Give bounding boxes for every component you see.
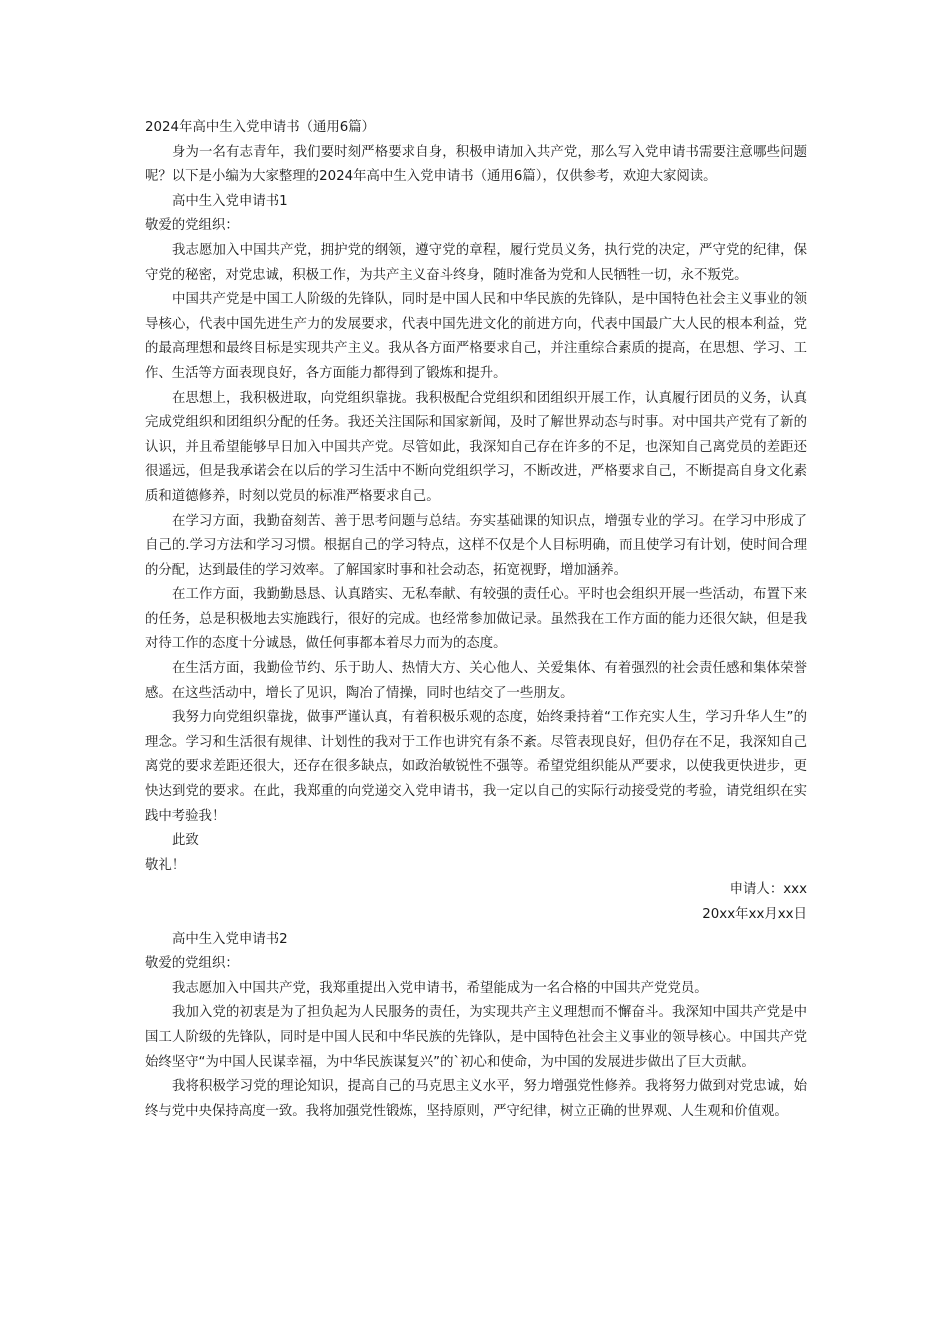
letter2-heading: 高中生入党申请书2 [172, 931, 288, 947]
letter1-date: 20xx年xx月xx日 [702, 907, 807, 922]
document-title: 2024年高中生入党申请书（通用6篇） [145, 120, 376, 135]
letter1-paragraph: 在生活方面，我勤俭节约、乐于助人、热情大方、关心他人、关爱集体、有着强烈的社会责任感和集体荣誉感。在这些活动中，增长了见识，陶冶了情操，同时也结交了一些朋友。 [145, 661, 807, 701]
letter2-paragraph: 我志愿加入中国共产党，我郑重提出入党申请书，希望能成为一名合格的中国共产党党员。 [172, 980, 708, 996]
letter2-salutation: 敬爱的党组织： [145, 956, 239, 972]
letter1-paragraph: 在学习方面，我勤奋刻苦、善于思考问题与总结。夯实基础课的知识点，增强专业的学习。在学习中形成了自己的.学习方法和学习习惯。根据自己的学习特点，这样不仅是个人目标明确，而且使学习有计划，使时间合理的分配，达到最佳的学习效率。了解国家时事和社会动态，拓宽视野，增加涵养。 [145, 513, 807, 578]
letter1-salutation: 敬爱的党组织： [145, 218, 239, 234]
letter1-closing: 此致 [172, 833, 199, 849]
document-body [145, 116, 807, 1124]
letter1-applicant: 申请人：xxx [729, 882, 807, 898]
letter2-paragraph: 我加入党的初衷是为了担负起为人民服务的责任，为实现共产主义理想而不懈奋斗。我深知中国共产党是中国工人阶级的先锋队，同时是中国人民和中华民族的先锋队，是中国特色社会主义事业的领导核心。中国共产党始终坚守“为中国人民谋幸福，为中华民族谋复兴”的`初心和使命，为中国的发展进步做出了巨大贡献。 [145, 1005, 807, 1070]
letter1-paragraph: 我志愿加入中国共产党，拥护党的纲领，遵守党的章程，履行党员义务，执行党的决定，严守党的纪律，保守党的秘密，对党忠诚，积极工作，为共产主义奋斗终身，随时准备为党和人民牺牲一切，永不叛党。 [145, 242, 807, 283]
letter1-paragraph: 在思想上，我积极进取，向党组织靠拢。我积极配合党组织和团组织开展工作，认真履行团员的义务，认真完成党组织和团组织分配的任务。我还关注国际和国家新闻，及时了解世界动态与时事。对中国共产党有了新的认识，并且希望能够早日加入中国共产党。尽管如此，我深知自己存在许多的不足，也深知自己离党员的差距还很遥远，但是我承诺会在以后的学习生活中不断向党组织学习，不断改进，严格要求自己，不断提高自身文化素质和道德修养，时刻以党员的标准严格要求自己。 [145, 390, 807, 504]
letter1-salute: 敬礼！ [145, 857, 186, 873]
intro-paragraph: 身为一名有志青年，我们要时刻严格要求自身，积极申请加入共产党，那么写入党申请书需要注意哪些问题呢？以下是小编为大家整理的2024年高中生入党申请书（通用6篇），仅供参考，欢迎大家阅读。 [145, 144, 807, 185]
letter2-paragraph: 我将积极学习党的理论知识，提高自己的马克思主义水平，努力增强党性修养。我将努力做到对党忠诚，始终与党中央保持高度一致。我将加强党性锻炼，坚持原则，严守纪律，树立正确的世界观、人生观和价值观。 [145, 1079, 807, 1119]
letter1-heading: 高中生入党申请书1 [172, 193, 288, 209]
letter1-paragraph: 我努力向党组织靠拢，做事严谨认真，有着积极乐观的态度，始终秉持着“工作充实人生，学习升华人生”的理念。学习和生活很有规律、计划性的我对于工作也讲究有条不紊。尽管表现良好，但仍存在不足，我深知自己离党的要求差距还很大，还存在很多缺点，如政治敏锐性不强等。希望党组织能从严要求，以使我更快进步，更快达到党的要求。在此，我郑重的向党递交入党申请书，我一定以自己的实际行动接受党的考验，请党组织在实践中考验我！ [145, 710, 807, 824]
letter1-paragraph: 中国共产党是中国工人阶级的先锋队，同时是中国人民和中华民族的先锋队，是中国特色社会主义事业的领导核心，代表中国先进生产力的发展要求，代表中国先进文化的前进方向，代表中国最广大人民的根本利益，党的最高理想和最终目标是实现共产主义。我从各方面严格要求自己，并注重综合素质的提高，在思想、学习、工作、生活等方面表现良好，各方面能力都得到了锻炼和提升。 [145, 292, 807, 381]
letter1-paragraph: 在工作方面，我勤勤恳恳、认真踏实、无私奉献、有较强的责任心。平时也会组织开展一些活动，布置下来的任务，总是积极地去实施践行，很好的完成。也经常参加做记录。虽然我在工作方面的能力还很欠缺，但是我对待工作的态度十分诚恳，做任何事都本着尽力而为的态度。 [145, 587, 807, 652]
